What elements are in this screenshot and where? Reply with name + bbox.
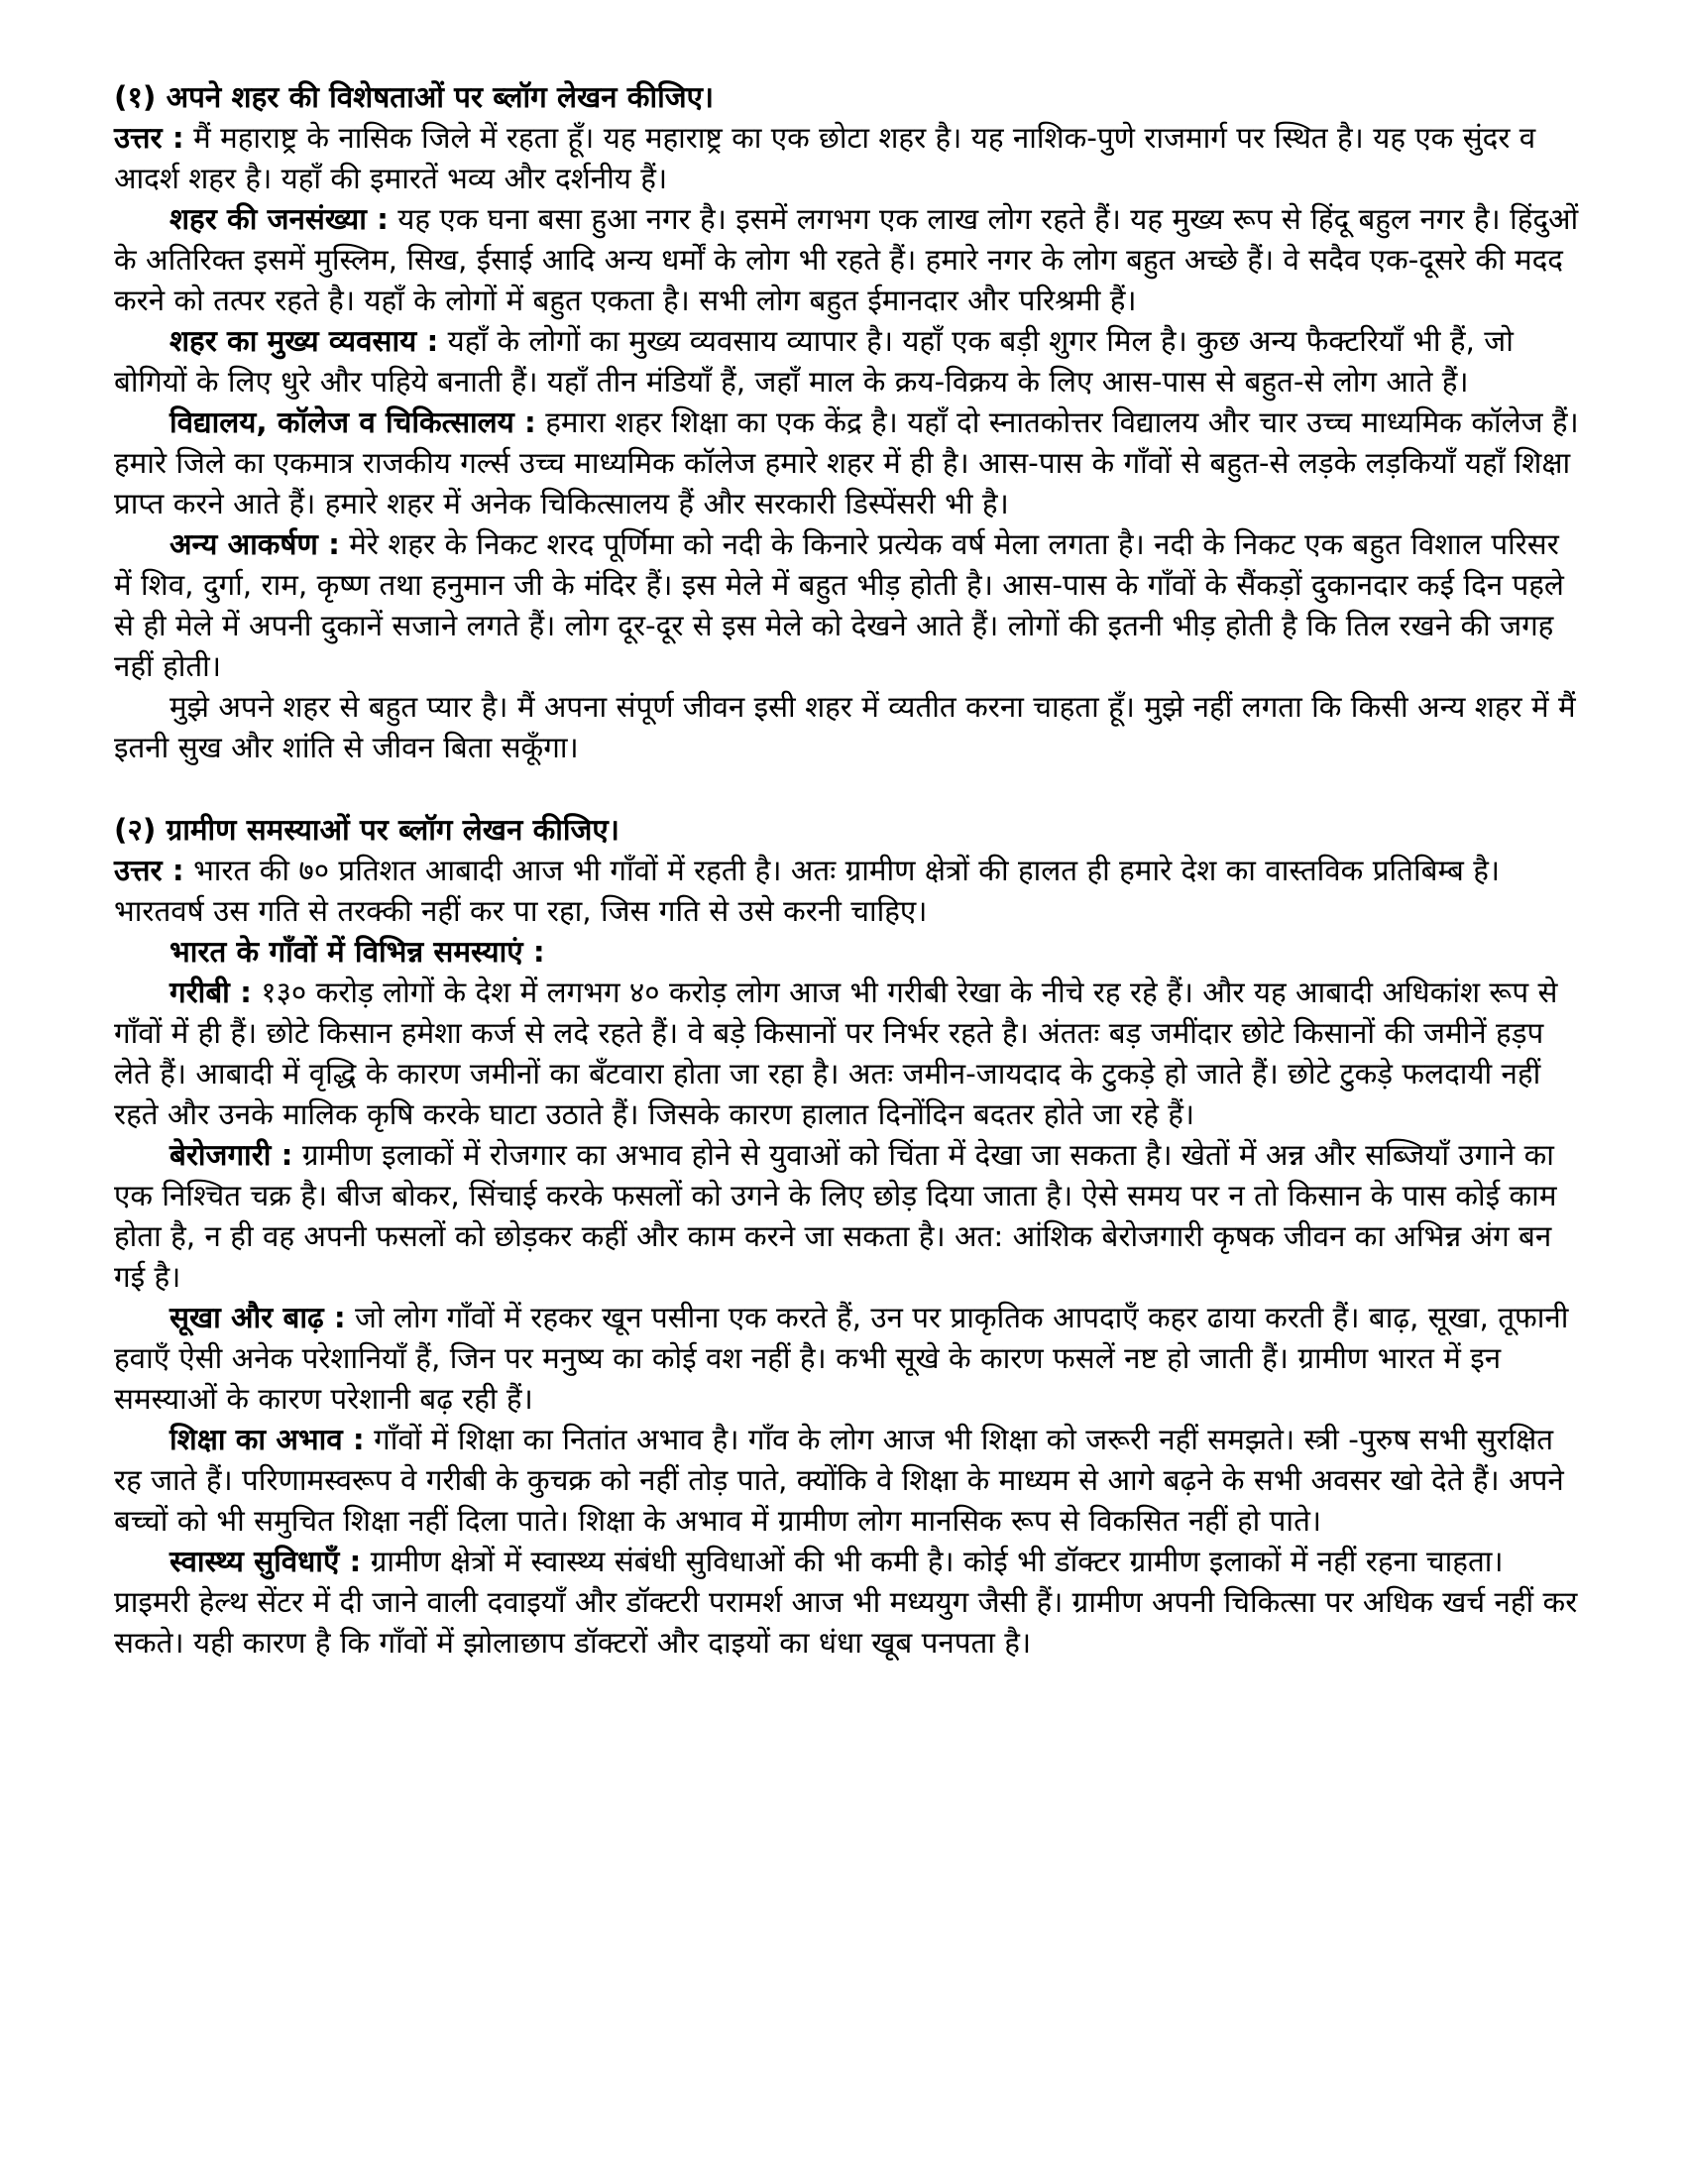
paragraph-text: हमारा शहर शिक्षा का एक केंद्र है। यहाँ दो स्नातकोत्तर विद्यालय और चार उच्च माध्यमिक कॉलेज हैं। हमारे जिले का एकमात्र राजकीय गर्ल्स उच्च माध्यमिक कॉलेज हमारे शहर में ही है। आस-पास के गाँवों से बहुत-से लड़के लड़कियाँ यहाँ शिक्षा प्राप्त करने आते हैं। हमारे शहर में अनेक चिकित्सालय हैं और सरकारी डिस्पेंसरी भी है।	[114, 405, 1579, 520]
document-page	[114, 77, 1579, 1664]
answer-label: उत्तर :	[114, 854, 184, 887]
paragraph-text: यहाँ के लोगों का मुख्य व्यवसाय व्यापार है। यहाँ एक बड़ी शुगर मिल है। कुछ अन्य फैक्टरियाँ भी हैं, जो बोगियों के लिए धुरे और पहिये बनाती हैं। यहाँ तीन मंडियाँ हैं, जहाँ माल के क्रय-विक्रय के लिए आस-पास से बहुत-से लोग आते हैं।	[114, 324, 1514, 399]
paragraph-education-health	[114, 402, 1579, 524]
paragraph-business	[114, 321, 1579, 402]
question-title-1: (१) अपने शहर की विशेषताओं पर ब्लॉग लेखन कीजिए।	[114, 80, 715, 114]
section-subheading: भारत के गाँवों में विभिन्न समस्याएं :	[169, 935, 545, 969]
paragraph-population	[114, 199, 1579, 321]
paragraph-text: जो लोग गाँवों में रहकर खून पसीना एक करते हैं, उन पर प्राकृतिक आपदाएँ कहर ढाया करती हैं। बाढ़, सूखा, तूफानी हवाएँ ऐसी अनेक परेशानियाँ हैं, जिन पर मनुष्य का कोई वश नहीं है। कभी सूखे के कारण फसलें नष्ट हो जाती हैं। ग्रामीण भारत में इन समस्याओं के कारण परेशानी बढ़ रही हैं।	[114, 1301, 1569, 1416]
answer-paragraph-1	[114, 118, 1579, 199]
paragraph-education-lack	[114, 1420, 1579, 1542]
paragraph-text: ग्रामीण क्षेत्रों में स्वास्थ्य संबंधी सुविधाओं की भी कमी है। कोई भी डॉक्टर ग्रामीण इलाकों में नहीं रहना चाहता। प्राइमरी हेल्थ सेंटर में दी जाने वाली दवाइयाँ और डॉक्टरी परामर्श आज भी मध्ययुग जैसी हैं। ग्रामीण अपनी चिकित्सा पर अधिक खर्च नहीं कर सकते। यही कारण है कि गाँवों में झोलाछाप डॉक्टरों और दाइयों का धंधा खूब पनपता है।	[114, 1545, 1578, 1660]
paragraph-poverty	[114, 973, 1579, 1135]
paragraph-heading: सूखा और बाढ़ :	[169, 1301, 346, 1334]
paragraph-heading: गरीबी :	[169, 976, 252, 1009]
paragraph-heading: शहर का मुख्य व्यवसाय :	[169, 324, 439, 358]
paragraph-unemployment	[114, 1135, 1579, 1298]
paragraph-text: १३० करोड़ लोगों के देश में लगभग ४० करोड़ लोग आज भी गरीबी रेखा के नीचे रह रहे हैं। और यह आबादी अधिकांश रूप से गाँवों में ही हैं। छोटे किसान हमेशा कर्ज से लदे रहते हैं। वे बड़े किसानों पर निर्भर रहते है। अंततः बड़ जमींदार छोटे किसानों की जमीनें हड़प लेते हैं। आबादी में वृद्धि के कारण जमीनों का बँटवारा होता जा रहा है। अतः जमीन-जायदाद के टुकड़े हो जाते हैं। छोटे टुकड़े फलदायी नहीं रहते और उनके मालिक कृषि करके घाटा उठाते हैं। जिसके कारण हालात दिनोंदिन बदतर होते जा रहे हैं।	[114, 976, 1558, 1131]
answer-text: मैं महाराष्ट्र के नासिक जिले में रहता हूँ। यह महाराष्ट्र का एक छोटा शहर है। यह नाशिक-पुणे राजमार्ग पर स्थित है। यह एक सुंदर व आदर्श शहर है। यहाँ की इमारतें भव्य और दर्शनीय हैं।	[114, 121, 1536, 195]
answer-text: भारत की ७० प्रतिशत आबादी आज भी गाँवों में रहती है। अतः ग्रामीण क्षेत्रों की हालत ही हमारे देश का वास्तविक प्रतिबिम्ब है। भारतवर्ष उस गति से तरक्की नहीं कर पा रहा, जिस गति से उसे करनी चाहिए।	[114, 854, 1501, 928]
paragraph-heading: शहर की जनसंख्या :	[169, 202, 389, 236]
paragraph-conclusion	[114, 687, 1579, 768]
paragraph-drought-flood	[114, 1298, 1579, 1420]
paragraph-heading: स्वास्थ्य सुविधाएँ :	[169, 1545, 362, 1578]
paragraph-heading: बेरोजगारी :	[169, 1138, 293, 1172]
paragraph-attractions	[114, 524, 1579, 687]
paragraph-text: मेरे शहर के निकट शरद पूर्णिमा को नदी के किनारे प्रत्येक वर्ष मेला लगता है। नदी के निकट एक बहुत विशाल परिसर में शिव, दुर्गा, राम, कृष्ण तथा हनुमान जी के मंदिर हैं। इस मेले में बहुत भीड़ होती है। आस-पास के गाँवों के सैंकड़ों दुकानदार कई दिन पहले से ही मेले में अपनी दुकानें सजाने लगते हैं। लोग दूर-दूर से इस मेले को देखने आते हैं। लोगों की इतनी भीड़ होती है कि तिल रखने की जगह नहीं होती।	[114, 527, 1564, 683]
question-title-2: (२) ग्रामीण समस्याओं पर ब्लॉग लेखन कीजिए।	[114, 813, 619, 847]
paragraph-text: यह एक घना बसा हुआ नगर है। इसमें लगभग एक लाख लोग रहते हैं। यह मुख्य रूप से हिंदू बहुल नगर है। हिंदुओं के अतिरिक्त इसमें मुस्लिम, सिख, ईसाई आदि अन्य धर्मों के लोग भी रहते हैं। हमारे नगर के लोग बहुत अच्छे हैं। वे सदैव एक-दूसरे की मदद करने को तत्पर रहते है। यहाँ के लोगों में बहुत एकता है। सभी लोग बहुत ईमानदार और परिश्रमी हैं।	[114, 202, 1579, 317]
paragraph-heading: विद्यालय, कॉलेज व चिकित्सालय :	[169, 405, 536, 439]
paragraph-heading: शिक्षा का अभाव :	[169, 1423, 365, 1456]
answer-label: उत्तर :	[114, 121, 184, 155]
paragraph-heading: अन्य आकर्षण :	[169, 527, 340, 561]
question-section-1	[114, 77, 1579, 768]
paragraph-text: ग्रामीण इलाकों में रोजगार का अभाव होने से युवाओं को चिंता में देखा जा सकता है। खेतों में अन्न और सब्जियाँ उगाने का एक निश्चित चक्र है। बीज बोकर, सिंचाई करके फसलों को उगने के लिए छोड़ दिया जाता है। ऐसे समय पर न तो किसान के पास कोई काम होता है, न ही वह अपनी फसलों को छोड़कर कहीं और काम करने जा सकता है। अत: आंशिक बेरोजगारी कृषक जीवन का अभिन्न अंग बन गई है।	[114, 1138, 1557, 1294]
paragraph-health-facilities	[114, 1542, 1579, 1664]
paragraph-text: गाँवों में शिक्षा का नितांत अभाव है। गाँव के लोग आज भी शिक्षा को जरूरी नहीं समझते। स्त्री -पुरुष सभी सुरक्षित रह जाते हैं। परिणामस्वरूप वे गरीबी के कुचक्र को नहीं तोड़ पाते, क्योंकि वे शिक्षा के माध्यम से आगे बढ़ने के सभी अवसर खो देते हैं। अपने बच्चों को भी समुचित शिक्षा नहीं दिला पाते। शिक्षा के अभाव में ग्रामीण लोग मानसिक रूप से विकसित नहीं हो पाते।	[114, 1423, 1564, 1538]
paragraph-text: मुझे अपने शहर से बहुत प्यार है। मैं अपना संपूर्ण जीवन इसी शहर में व्यतीत करना चाहता हूँ। मुझे नहीं लगता कि किसी अन्य शहर में मैं इतनी सुख और शांति से जीवन बिता सकूँगा।	[114, 690, 1576, 764]
question-section-2	[114, 810, 1579, 1664]
answer-paragraph-2	[114, 851, 1579, 932]
